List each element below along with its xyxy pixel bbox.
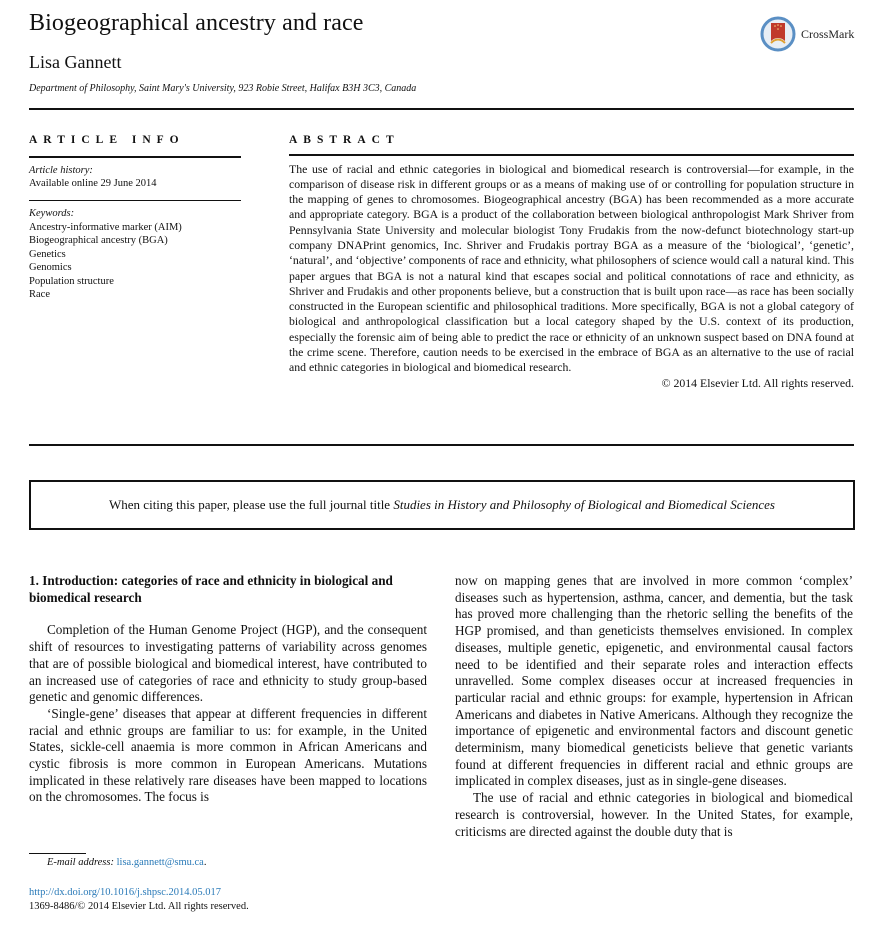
header-divider <box>29 108 854 110</box>
footnote-divider <box>29 853 86 854</box>
section-heading: 1. Introduction: categories of race and ethnicity in biological and biomedical research <box>29 573 393 605</box>
abstract-heading: ABSTRACT <box>289 134 400 146</box>
email-footnote <box>47 857 206 868</box>
body-paragraph: ‘Single-gene’ diseases that appear at different frequencies in different racial and ethnic groups are familiar to us: for example, in the United States, sickle-cell anaemia is more common in African Americans and cystic fibrosis is more common in European Americans. Mutations implicated in these relatively rare diseases have been mapped to locations on the chromosomes. The focus is <box>29 705 427 805</box>
keyword-item: Race <box>29 289 50 300</box>
abstract-bottom-divider <box>29 444 854 446</box>
crossmark-badge[interactable] <box>760 16 854 52</box>
body-column-left <box>29 573 427 806</box>
keyword-item: Biogeographical ancestry (BGA) <box>29 235 168 246</box>
keyword-item: Genomics <box>29 262 72 273</box>
body-paragraph: Completion of the Human Genome Project (HGP), and the consequent shift of resources to investigating patterns of variability across genomes that are of possible biological and biomedical interest, have contributed to an increased use of categories of race and ethnicity to study group-based genetic and genomic differences. <box>29 622 427 705</box>
email-label: E-mail address: <box>47 857 117 868</box>
article-info <box>29 134 241 302</box>
doi-link[interactable]: http://dx.doi.org/10.1016/j.shpsc.2014.05.017 <box>29 887 222 898</box>
article-info-divider <box>29 156 241 158</box>
email-link[interactable]: lisa.gannett@smu.ca <box>116 857 204 868</box>
article-title: Biogeographical ancestry and race <box>29 10 364 36</box>
abstract-section <box>289 134 854 391</box>
article-info-heading: ARTICLE INFO <box>29 134 185 146</box>
article-history-value: Available online 29 June 2014 <box>29 178 157 189</box>
body-paragraph: now on mapping genes that are involved in more common ‘complex’ diseases such as hypertension, asthma, cancer, and dementia, but the task has proved more challenging than the rhetoric selling the benefits of the HGP promised, and than geneticists themselves envisioned. In complex diseases, multiple genetic, epigenetic, and environmental causal factors need to be identified and their separate roles and interaction effects unravelled. Some complex diseases occur at increased frequencies in particular racial and ethnic groups: for example, hypertension in African Americans and diabetes in Native Americans. Although they recognize the importance of epigenetic and environmental factors and discount genetic determinism, many biomedical geneticists believe that genetic variants found at different frequencies in different racial and ethnic groups are implicated in complex diseases, just as in single-gene diseases. <box>455 573 853 789</box>
citation-journal-title: Studies in History and Philosophy of Biological and Biomedical Sciences <box>393 497 775 512</box>
doi-block <box>29 886 249 914</box>
keywords-list <box>29 221 241 302</box>
abstract-copyright: © 2014 Elsevier Ltd. All rights reserved. <box>661 375 854 390</box>
keyword-item: Genetics <box>29 248 66 260</box>
abstract-text: The use of racial and ethnic categories in biological and biomedical research is controversial—for example, in the comparison of disease risk in different groups or as a means of making use of or controlling for population structure in the mapping of genes to chromosomes. Biogeographical ancestry (BGA) has been recommended as a more accurate and appropriate category. BGA is a product of the collaboration between biological anthropologist Mark Shriver from Pennsylvania State University and molecular biologist Tony Frudakis from the now-defunct biotechnology start-up company DNAPrint genomics, Inc. Shriver and Frudakis portray BGA as a measure of the ‘biological’, ‘genetic’, ‘natural’, and ‘objective’ components of race and ethnicity, what philosophers of science would call a natural kind. This paper argues that BGA is not a natural kind that escapes social and political connotations of race and ethnicity, as Shriver and Frudakis and other proponents believe, but a construction that is built upon race—as race has been socially constructed in the European scientific and philosophical traditions. More specifically, BGA is not a global category of biological and anthropological classification but a local category shaped by the U.S. context of its production, especially the forensic aim of being able to predict the race or ethnicity of an unknown suspect based on DNA found at the crime scene. Therefore, caution needs to be exercised in the embrace of BGA as an alternative to the use of racial and ethnic categories in biological and biomedical research. <box>289 161 854 375</box>
body-column-right <box>455 573 853 840</box>
keywords-label: Keywords: <box>29 208 75 219</box>
keyword-item: Ancestry-informative marker (AIM) <box>29 221 182 233</box>
keywords-divider <box>29 200 241 202</box>
issn-copyright: 1369-8486/© 2014 Elsevier Ltd. All rights reserved. <box>29 901 249 912</box>
article-history-label: Article history: <box>29 164 93 176</box>
citation-notice-text: When citing this paper, please use the full journal title <box>109 497 394 512</box>
author-affiliation: Department of Philosophy, Saint Mary's University, 923 Robie Street, Halifax B3H 3C3, Canada <box>29 83 417 94</box>
body-paragraph: The use of racial and ethnic categories in biological and biomedical research is controversial, however. In the United States, for example, criticisms are directed against the double duty that is <box>455 790 853 839</box>
email-suffix: . <box>203 857 207 868</box>
abstract-divider <box>289 154 854 156</box>
crossmark-icon <box>760 16 796 52</box>
keyword-item: Population structure <box>29 275 114 287</box>
author-name: Lisa Gannett <box>29 52 122 72</box>
citation-notice <box>29 480 855 530</box>
crossmark-label: CrossMark <box>801 26 855 41</box>
